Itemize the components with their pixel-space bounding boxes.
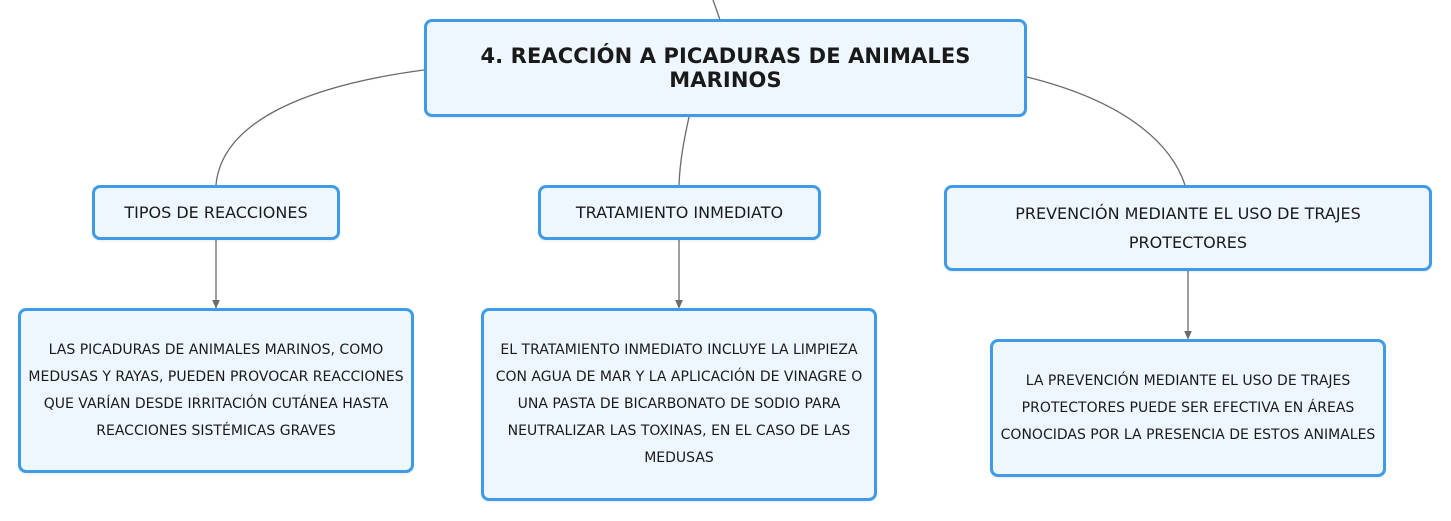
- connector-root-to-tratamiento: [679, 117, 689, 185]
- root-node-label: 4. REACCIÓN A PICADURAS DE ANIMALES MARINOS: [480, 44, 971, 92]
- detail-node-text: LA PREVENCIÓN MEDIANTE EL USO DE TRAJES PROTECTORES PUEDE SER EFECTIVA EN ÁREAS CONOCIDAS POR LA PRESENCIA DE ESTOS ANIMALES: [1000, 372, 1376, 443]
- detail-node-text: EL TRATAMIENTO INMEDIATO INCLUYE LA LIMPIEZA CON AGUA DE MAR Y LA APLICACIÓN DE VINAGRE O UNA PASTA DE BICARBONATO DE SODIO PARA NEUTRALIZAR LAS TOXINAS, EN EL CASO DE LAS MEDUSAS: [495, 342, 863, 466]
- detail-node-prevencion[interactable]: [990, 339, 1386, 477]
- topic-node-prevencion[interactable]: [944, 185, 1432, 271]
- topic-node-tratamiento-inmediato[interactable]: [538, 185, 821, 240]
- detail-node-tipos-de-reacciones[interactable]: [18, 308, 414, 473]
- topic-node-label: TRATAMIENTO INMEDIATO: [575, 203, 784, 222]
- detail-node-text: LAS PICADURAS DE ANIMALES MARINOS, COMO MEDUSAS Y RAYAS, PUEDEN PROVOCAR REACCIONES QUE VARÍAN DESDE IRRITACIÓN CUTÁNEA HASTA REACCIONES SISTÉMICAS GRAVES: [28, 341, 404, 439]
- topic-node-label: TIPOS DE REACCIONES: [124, 203, 308, 222]
- root-node[interactable]: [424, 19, 1027, 117]
- detail-node-tratamiento-inmediato[interactable]: [481, 308, 877, 501]
- parent-connector: [713, 0, 720, 20]
- topic-node-label: PREVENCIÓN MEDIANTE EL USO DE TRAJES PROTECTORES: [1015, 204, 1361, 252]
- connector-root-to-prevencion: [1027, 77, 1185, 185]
- connector-root-to-tipos: [216, 70, 424, 185]
- topic-node-tipos-de-reacciones[interactable]: [92, 185, 340, 240]
